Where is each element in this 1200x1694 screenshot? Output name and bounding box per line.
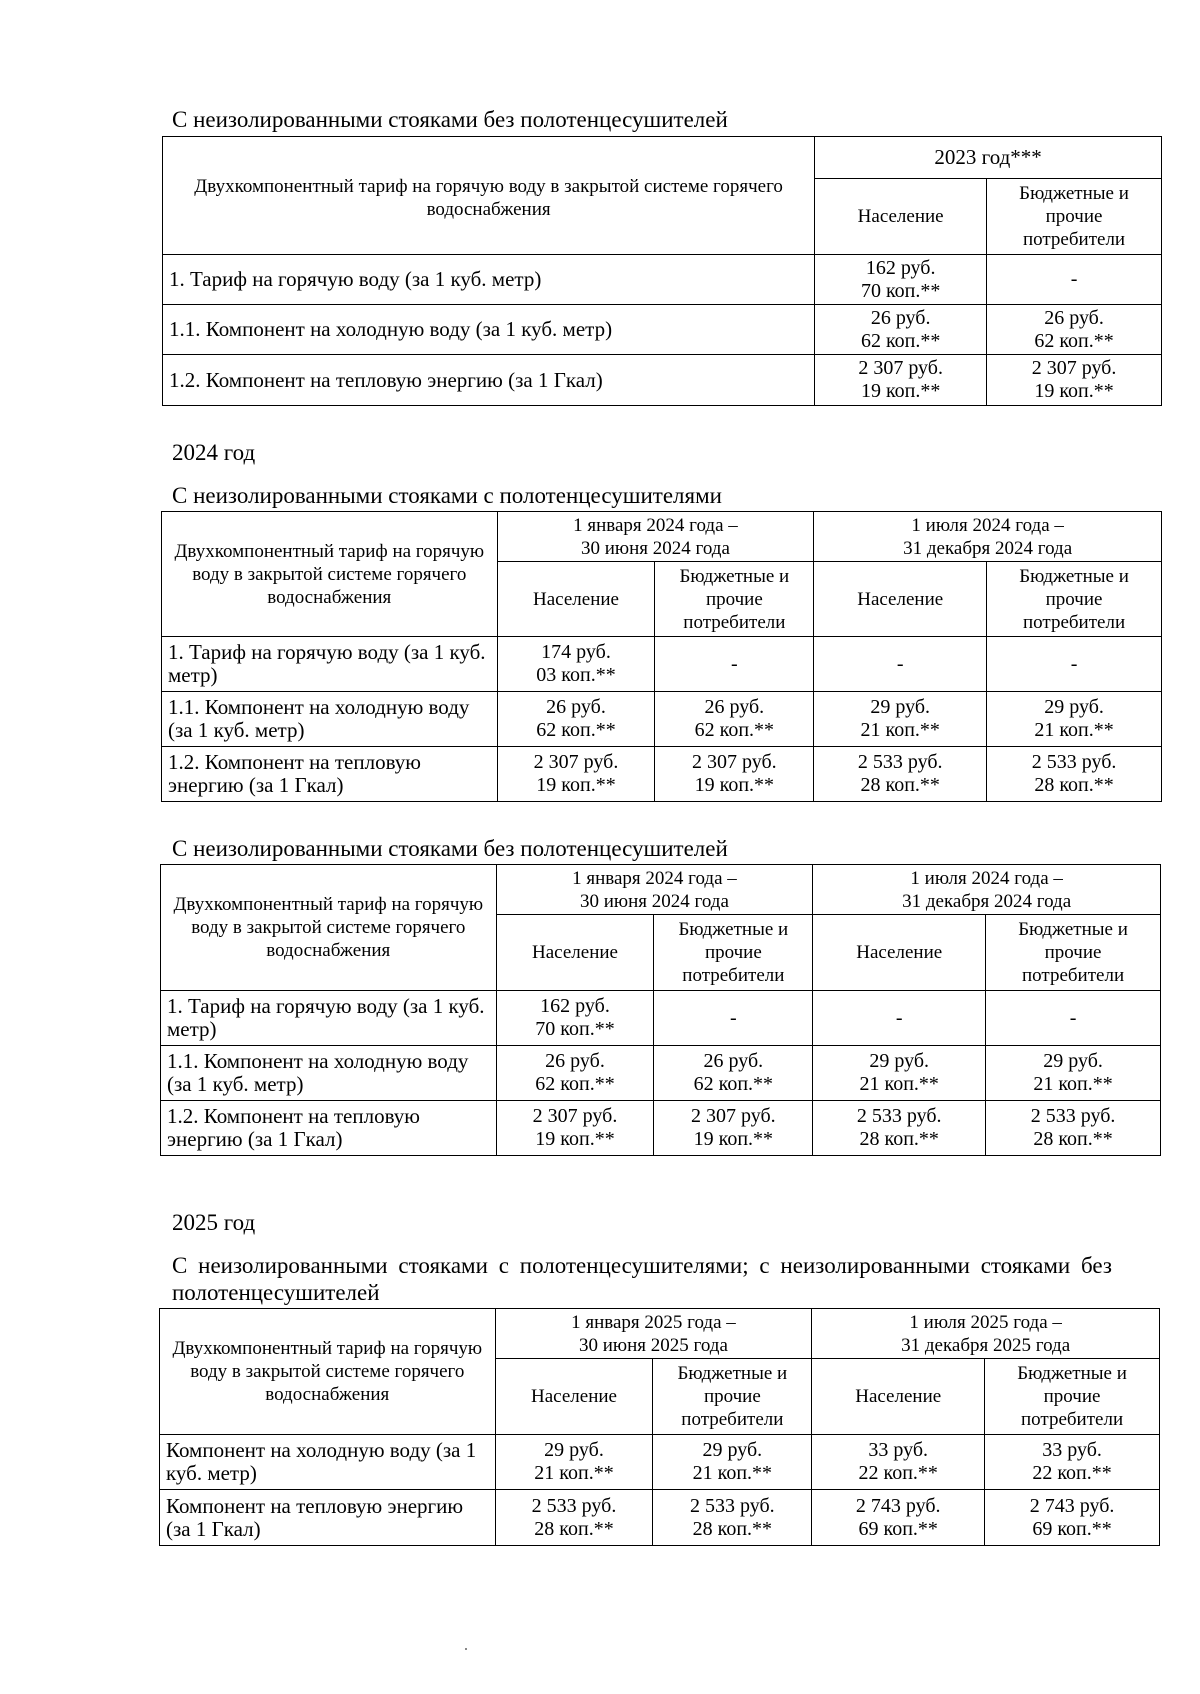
price-cell: - (654, 991, 813, 1046)
column-header-budget: Бюджетные и прочие потребители (987, 179, 1162, 255)
row-label: 1.1. Компонент на холодную воду (за 1 куб. метр) (162, 692, 498, 747)
tariff-table-2024-with-dryers (161, 511, 1162, 802)
table-header-label: Двухкомпонентный тариф на горячую воду в закрытой системе горячего водоснабжения (162, 512, 498, 637)
price-cell: 174 руб. 03 коп.** (497, 637, 655, 692)
price-cell: 26 руб. 62 коп.** (655, 692, 814, 747)
year-heading-2024: 2024 год (172, 440, 256, 465)
row-label: 1. Тариф на горячую воду (за 1 куб. метр) (162, 637, 498, 692)
column-header-budget: Бюджетные и прочие потребители (654, 915, 813, 991)
price-cell: 2 307 руб. 19 коп.** (496, 1101, 654, 1156)
table-row (163, 305, 1162, 355)
price-cell: 26 руб. 62 коп.** (654, 1046, 813, 1101)
price-cell: 2 533 руб. 28 коп.** (653, 1490, 812, 1546)
column-header-population: Население (496, 915, 654, 991)
section1-title: С неизолированными стояками без полотенцесушителей (172, 107, 728, 132)
price-cell: 162 руб. 70 коп.** (496, 991, 654, 1046)
row-label: Компонент на холодную воду (за 1 куб. метр) (160, 1435, 496, 1490)
section4-title: С неизолированными стояками с полотенцесушителями; с неизолированными стояками без полотенцесушителей (172, 1253, 1112, 1305)
price-cell: 2 533 руб. 28 коп.** (814, 747, 987, 802)
period-header-1: 1 января 2025 года – 30 июня 2025 года (495, 1309, 812, 1359)
table-header-label: Двухкомпонентный тариф на горячую воду в закрытой системе горячего водоснабжения (160, 1309, 496, 1435)
row-label: 1.2. Компонент на тепловую энергию (за 1 Гкал) (161, 1101, 497, 1156)
row-label: 1.2. Компонент на тепловую энергию (за 1 Гкал) (163, 355, 815, 406)
row-label: 1. Тариф на горячую воду (за 1 куб. метр) (163, 255, 815, 305)
price-cell: - (987, 255, 1162, 305)
price-cell: 29 руб. 21 коп.** (495, 1435, 653, 1490)
price-cell: 2 307 руб. 19 коп.** (497, 747, 655, 802)
period-header: 2023 год*** (815, 137, 1162, 179)
table-row (162, 747, 1162, 802)
row-label: 1.1. Компонент на холодную воду (за 1 куб. метр) (163, 305, 815, 355)
table-row (161, 1046, 1161, 1101)
table-row (161, 991, 1161, 1046)
price-cell: - (813, 991, 986, 1046)
price-cell: 26 руб. 62 коп.** (815, 305, 987, 355)
column-header-population: Население (814, 562, 987, 637)
period-header-2: 1 июля 2025 года – 31 декабря 2025 года (812, 1309, 1160, 1359)
column-header-budget: Бюджетные и прочие потребители (655, 562, 814, 637)
row-label: 1.2. Компонент на тепловую энергию (за 1 Гкал) (162, 747, 498, 802)
table-row (160, 1435, 1160, 1490)
column-header-population: Население (813, 915, 986, 991)
price-cell: 33 руб. 22 коп.** (985, 1435, 1160, 1490)
price-cell: 2 307 руб. 19 коп.** (987, 355, 1162, 406)
row-label: 1. Тариф на горячую воду (за 1 куб. метр) (161, 991, 497, 1046)
price-cell: 2 533 руб. 28 коп.** (813, 1101, 986, 1156)
year-heading-2025: 2025 год (172, 1210, 256, 1235)
price-cell: 29 руб. 21 коп.** (987, 692, 1162, 747)
table-row (162, 637, 1162, 692)
section2-title: С неизолированными стояками с полотенцесушителями (172, 483, 722, 508)
row-label: Компонент на тепловую энергию (за 1 Гкал) (160, 1490, 496, 1546)
column-header-budget: Бюджетные и прочие потребители (653, 1359, 812, 1435)
period-header-2: 1 июля 2024 года – 31 декабря 2024 года (814, 512, 1162, 562)
price-cell: 29 руб. 21 коп.** (986, 1046, 1161, 1101)
price-cell: 29 руб. 21 коп.** (653, 1435, 812, 1490)
price-cell: 2 743 руб. 69 коп.** (985, 1490, 1160, 1546)
period-header-1: 1 января 2024 года – 30 июня 2024 года (497, 512, 814, 562)
period-header-1: 1 января 2024 года – 30 июня 2024 года (496, 865, 813, 915)
price-cell: 2 743 руб. 69 коп.** (812, 1490, 985, 1546)
price-cell: 2 533 руб. 28 коп.** (495, 1490, 653, 1546)
scan-speck (465, 1648, 467, 1650)
column-header-budget: Бюджетные и прочие потребители (987, 562, 1162, 637)
tariff-table-2023 (162, 136, 1162, 406)
table-row (161, 1101, 1161, 1156)
price-cell: 2 533 руб. 28 коп.** (986, 1101, 1161, 1156)
price-cell: 26 руб. 62 коп.** (497, 692, 655, 747)
price-cell: 29 руб. 21 коп.** (814, 692, 987, 747)
price-cell: 2 307 руб. 19 коп.** (654, 1101, 813, 1156)
tariff-table-2024-without-dryers (160, 864, 1161, 1156)
table-row (163, 255, 1162, 305)
table-header-label: Двухкомпонентный тариф на горячую воду в закрытой системе горячего водоснабжения (163, 137, 815, 255)
section3-title: С неизолированными стояками без полотенцесушителей (172, 836, 728, 861)
column-header-population: Население (497, 562, 655, 637)
column-header-population: Население (815, 179, 987, 255)
column-header-population: Население (495, 1359, 653, 1435)
price-cell: 2 533 руб. 28 коп.** (987, 747, 1162, 802)
price-cell: 33 руб. 22 коп.** (812, 1435, 985, 1490)
period-header-2: 1 июля 2024 года – 31 декабря 2024 года (813, 865, 1161, 915)
row-label: 1.1. Компонент на холодную воду (за 1 куб. метр) (161, 1046, 497, 1101)
price-cell: - (814, 637, 987, 692)
price-cell: - (986, 991, 1161, 1046)
price-cell: 162 руб. 70 коп.** (815, 255, 987, 305)
price-cell: 26 руб. 62 коп.** (987, 305, 1162, 355)
column-header-budget: Бюджетные и прочие потребители (985, 1359, 1160, 1435)
price-cell: 2 307 руб. 19 коп.** (655, 747, 814, 802)
table-row (163, 355, 1162, 406)
column-header-budget: Бюджетные и прочие потребители (986, 915, 1161, 991)
table-row (162, 692, 1162, 747)
table-header-label: Двухкомпонентный тариф на горячую воду в закрытой системе горячего водоснабжения (161, 865, 497, 991)
price-cell: 29 руб. 21 коп.** (813, 1046, 986, 1101)
column-header-population: Население (812, 1359, 985, 1435)
tariff-table-2025 (159, 1308, 1160, 1546)
price-cell: 26 руб. 62 коп.** (496, 1046, 654, 1101)
table-row (160, 1490, 1160, 1546)
price-cell: - (987, 637, 1162, 692)
price-cell: - (655, 637, 814, 692)
price-cell: 2 307 руб. 19 коп.** (815, 355, 987, 406)
